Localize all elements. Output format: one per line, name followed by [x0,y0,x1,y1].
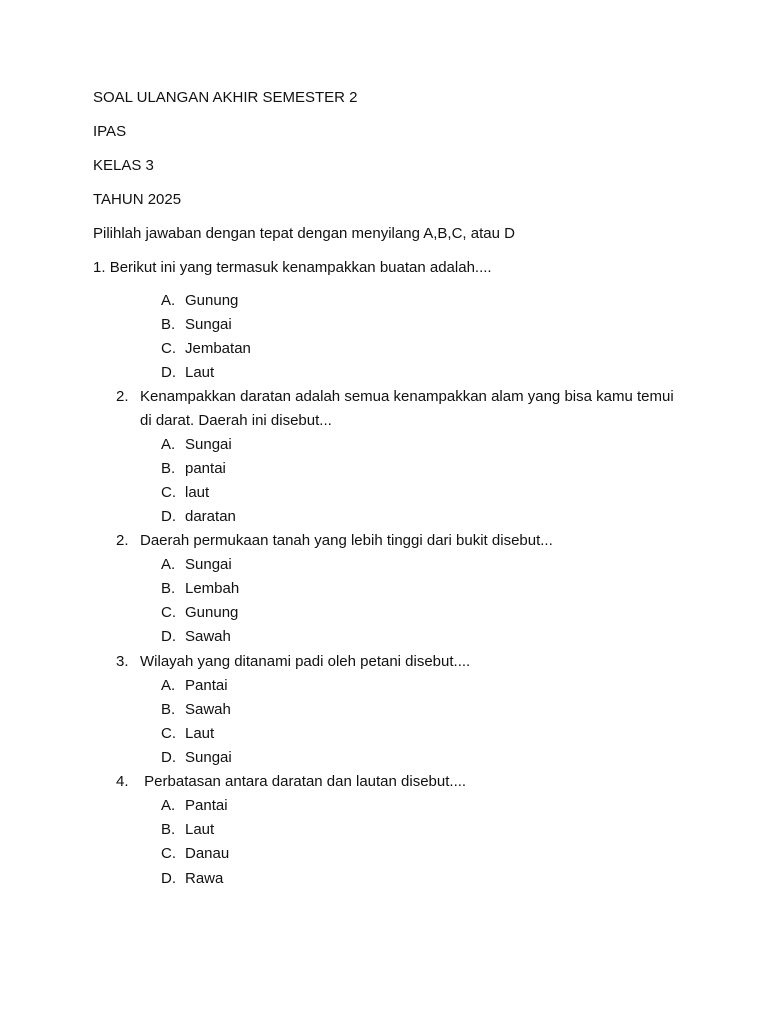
option-letter: C. [161,725,176,742]
option-text: Gunung [185,292,239,309]
option-text: Gunung [185,604,239,621]
option-text: Laut [185,725,215,742]
exam-year: TAHUN 2025 [93,191,182,208]
question-1 [93,258,492,278]
option-text: Sawah [185,628,231,645]
option-letter: D. [161,508,176,525]
option-letter: A. [161,556,176,573]
option-letter: A. [161,677,176,694]
option-letter: B. [161,701,176,718]
option-letter: D. [161,870,176,887]
option-letter: C. [161,340,176,357]
question-number: 1. [93,259,106,276]
question-text: Wilayah yang ditanami padi oleh petani disebut.... [140,653,471,670]
option-letter: A. [161,436,176,453]
option-text: daratan [185,508,236,525]
option-text: Pantai [185,677,228,694]
option-text: Rawa [185,870,224,887]
question-text: Berikut ini yang termasuk kenampakkan buatan adalah.... [109,259,492,276]
option-text: Sungai [185,316,232,333]
option-letter: B. [161,580,176,597]
option-text: Sungai [185,556,232,573]
option-letter: B. [161,316,176,333]
exam-instruction: Pilihlah jawaban dengan tepat dengan menyilang A,B,C, atau D [93,225,515,242]
exam-subject: IPAS [93,123,127,140]
option-letter: D. [161,364,176,381]
option-letter: D. [161,749,176,766]
option-letter: C. [161,604,176,621]
option-letter: C. [161,484,176,501]
option-text: laut [185,484,210,501]
question-number: 2. [116,388,129,405]
option-text: Laut [185,364,215,381]
option-text: Danau [185,845,230,862]
option-text: pantai [185,460,226,477]
option-text: Lembah [185,580,240,597]
option-text: Sungai [185,436,232,453]
option-letter: A. [161,292,176,309]
question-number: 2. [116,532,129,549]
question-number: 4. [116,773,129,790]
option-letter: C. [161,845,176,862]
question-text: Perbatasan antara daratan dan lautan disebut.... [140,773,467,790]
option-letter: D. [161,628,176,645]
question-text: Daerah permukaan tanah yang lebih tinggi dari bukit disebut... [140,532,553,549]
exam-grade: KELAS 3 [93,157,154,174]
question-number: 3. [116,653,129,670]
question-text: Kenampakkan daratan adalah semua kenampakkan alam yang bisa kamu temui di darat. Daerah ini disebut... [140,388,674,429]
option-text: Sawah [185,701,231,718]
option-text: Jembatan [185,340,251,357]
option-text: Sungai [185,749,232,766]
option-letter: B. [161,821,176,838]
option-text: Laut [185,821,215,838]
option-letter: A. [161,797,176,814]
exam-title: SOAL ULANGAN AKHIR SEMESTER 2 [93,89,358,106]
option-letter: B. [161,460,176,477]
option-text: Pantai [185,797,228,814]
